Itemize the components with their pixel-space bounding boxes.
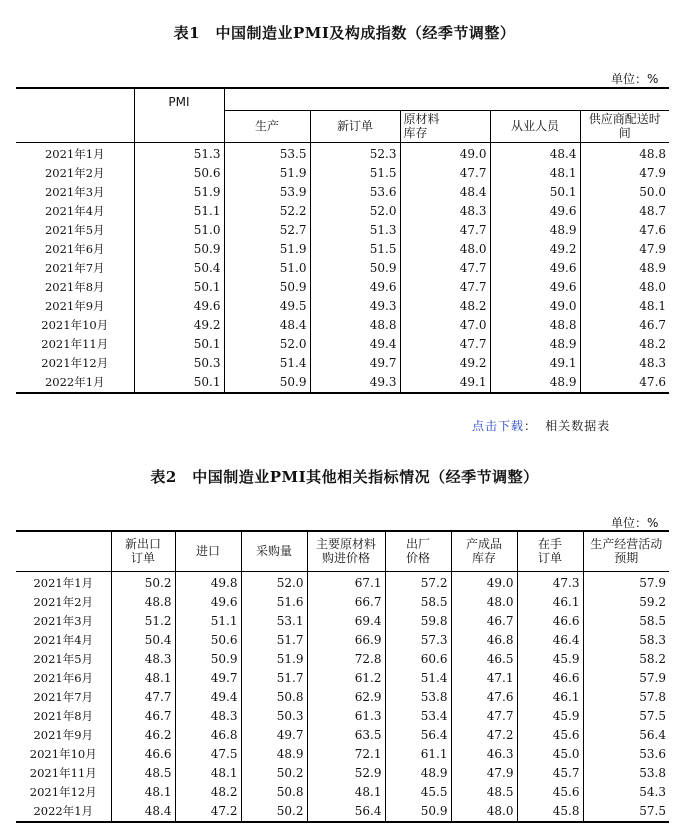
table-row bbox=[16, 221, 669, 240]
cell-value: 61.3 bbox=[307, 707, 385, 726]
cell-value: 52.7 bbox=[224, 221, 310, 240]
cell-value: 48.0 bbox=[580, 278, 669, 297]
cell-value: 51.0 bbox=[224, 259, 310, 278]
table2-title: 表2 中国制造业PMI其他相关指标情况（经季节调整） bbox=[150, 468, 539, 486]
row-month: 2021年11月 bbox=[16, 335, 134, 354]
cell-value: 48.1 bbox=[490, 164, 580, 183]
cell-value: 50.9 bbox=[134, 240, 224, 259]
cell-value: 52.0 bbox=[241, 571, 307, 593]
cell-value: 46.6 bbox=[111, 745, 175, 764]
cell-value: 57.9 bbox=[583, 669, 669, 688]
row-month: 2021年5月 bbox=[16, 221, 134, 240]
cell-value: 47.7 bbox=[400, 221, 490, 240]
cell-value: 53.9 bbox=[224, 183, 310, 202]
table-row bbox=[16, 593, 669, 612]
cell-value: 50.9 bbox=[310, 259, 400, 278]
cell-value: 51.4 bbox=[385, 669, 451, 688]
cell-value: 49.2 bbox=[490, 240, 580, 259]
cell-value: 59.8 bbox=[385, 612, 451, 631]
table-row bbox=[16, 297, 669, 316]
cell-value: 50.9 bbox=[224, 373, 310, 393]
cell-value: 47.7 bbox=[400, 335, 490, 354]
cell-value: 49.1 bbox=[400, 373, 490, 393]
cell-value: 49.2 bbox=[400, 354, 490, 373]
table-row bbox=[16, 802, 669, 822]
cell-value: 47.7 bbox=[400, 278, 490, 297]
cell-value: 58.5 bbox=[385, 593, 451, 612]
cell-value: 48.0 bbox=[451, 802, 517, 822]
cell-value: 48.9 bbox=[580, 259, 669, 278]
cell-value: 45.5 bbox=[385, 783, 451, 802]
cell-value: 47.7 bbox=[400, 164, 490, 183]
table-row bbox=[16, 240, 669, 259]
cell-value: 50.1 bbox=[490, 183, 580, 202]
cell-value: 54.3 bbox=[583, 783, 669, 802]
cell-value: 48.1 bbox=[175, 764, 241, 783]
cell-value: 61.1 bbox=[385, 745, 451, 764]
table-row bbox=[16, 631, 669, 650]
cell-value: 51.3 bbox=[134, 142, 224, 164]
table-row bbox=[16, 278, 669, 297]
cell-value: 48.9 bbox=[490, 373, 580, 393]
cell-value: 59.2 bbox=[583, 593, 669, 612]
cell-value: 57.5 bbox=[583, 707, 669, 726]
cell-value: 48.3 bbox=[400, 202, 490, 221]
cell-value: 51.6 bbox=[241, 593, 307, 612]
table-row bbox=[16, 571, 669, 593]
cell-value: 57.8 bbox=[583, 688, 669, 707]
cell-value: 49.6 bbox=[310, 278, 400, 297]
cell-value: 51.9 bbox=[224, 240, 310, 259]
cell-value: 51.0 bbox=[134, 221, 224, 240]
cell-value: 48.1 bbox=[111, 669, 175, 688]
cell-value: 46.7 bbox=[451, 612, 517, 631]
cell-value: 62.9 bbox=[307, 688, 385, 707]
cell-value: 47.6 bbox=[580, 221, 669, 240]
cell-value: 53.8 bbox=[583, 764, 669, 783]
row-month: 2021年10月 bbox=[16, 745, 111, 764]
table2-header: 采购量 bbox=[241, 531, 307, 571]
table2-header: 进口 bbox=[175, 531, 241, 571]
cell-value: 48.1 bbox=[580, 297, 669, 316]
cell-value: 47.7 bbox=[451, 707, 517, 726]
row-month: 2021年4月 bbox=[16, 631, 111, 650]
table2-header: 生产经营活动 预期 bbox=[583, 531, 669, 571]
pmi-other-indicators-table bbox=[16, 530, 669, 823]
cell-value: 46.8 bbox=[451, 631, 517, 650]
cell-value: 67.1 bbox=[307, 571, 385, 593]
cell-value: 57.9 bbox=[583, 571, 669, 593]
header-new-orders: 新订单 bbox=[310, 110, 400, 142]
cell-value: 49.5 bbox=[224, 297, 310, 316]
cell-value: 50.9 bbox=[224, 278, 310, 297]
cell-value: 50.4 bbox=[134, 259, 224, 278]
header-pmi: PMI bbox=[134, 88, 224, 142]
table-row bbox=[16, 202, 669, 221]
row-month: 2021年12月 bbox=[16, 783, 111, 802]
cell-value: 49.6 bbox=[490, 278, 580, 297]
cell-value: 46.3 bbox=[451, 745, 517, 764]
cell-value: 51.9 bbox=[134, 183, 224, 202]
table2-corner-header bbox=[16, 531, 111, 571]
cell-value: 48.8 bbox=[580, 142, 669, 164]
table1-unit: 单位：% bbox=[611, 72, 659, 86]
cell-value: 50.1 bbox=[134, 278, 224, 297]
row-month: 2022年1月 bbox=[16, 802, 111, 822]
table-row bbox=[16, 726, 669, 745]
cell-value: 52.2 bbox=[224, 202, 310, 221]
table1-corner-header bbox=[16, 88, 134, 142]
row-month: 2021年11月 bbox=[16, 764, 111, 783]
cell-value: 48.3 bbox=[175, 707, 241, 726]
cell-value: 47.7 bbox=[111, 688, 175, 707]
cell-value: 49.6 bbox=[175, 593, 241, 612]
cell-value: 47.2 bbox=[451, 726, 517, 745]
cell-value: 47.9 bbox=[451, 764, 517, 783]
cell-value: 50.6 bbox=[175, 631, 241, 650]
cell-value: 49.2 bbox=[134, 316, 224, 335]
cell-value: 49.3 bbox=[310, 297, 400, 316]
cell-value: 46.1 bbox=[517, 593, 583, 612]
cell-value: 48.9 bbox=[490, 335, 580, 354]
cell-value: 49.0 bbox=[451, 571, 517, 593]
cell-value: 53.4 bbox=[385, 707, 451, 726]
table-row bbox=[16, 745, 669, 764]
cell-value: 48.4 bbox=[490, 142, 580, 164]
row-month: 2021年3月 bbox=[16, 183, 134, 202]
cell-value: 50.6 bbox=[134, 164, 224, 183]
cell-value: 49.6 bbox=[490, 202, 580, 221]
cell-value: 47.2 bbox=[175, 802, 241, 822]
cell-value: 52.0 bbox=[224, 335, 310, 354]
table2-header: 在手 订单 bbox=[517, 531, 583, 571]
row-month: 2021年7月 bbox=[16, 688, 111, 707]
cell-value: 48.0 bbox=[451, 593, 517, 612]
cell-value: 46.6 bbox=[517, 612, 583, 631]
table-row bbox=[16, 183, 669, 202]
cell-value: 46.7 bbox=[111, 707, 175, 726]
cell-value: 51.9 bbox=[241, 650, 307, 669]
header-employment: 从业人员 bbox=[490, 110, 580, 142]
cell-value: 45.9 bbox=[517, 650, 583, 669]
table2-header: 产成品 库存 bbox=[451, 531, 517, 571]
cell-value: 66.9 bbox=[307, 631, 385, 650]
cell-value: 48.8 bbox=[490, 316, 580, 335]
table-row bbox=[16, 164, 669, 183]
cell-value: 58.3 bbox=[583, 631, 669, 650]
cell-value: 49.7 bbox=[175, 669, 241, 688]
row-month: 2021年8月 bbox=[16, 707, 111, 726]
cell-value: 47.6 bbox=[451, 688, 517, 707]
cell-value: 57.2 bbox=[385, 571, 451, 593]
cell-value: 50.9 bbox=[385, 802, 451, 822]
table-row bbox=[16, 354, 669, 373]
cell-value: 48.4 bbox=[224, 316, 310, 335]
cell-value: 49.7 bbox=[241, 726, 307, 745]
pmi-composition-table bbox=[16, 87, 669, 394]
table-row bbox=[16, 707, 669, 726]
cell-value: 45.6 bbox=[517, 783, 583, 802]
cell-value: 51.1 bbox=[175, 612, 241, 631]
row-month: 2021年8月 bbox=[16, 278, 134, 297]
cell-value: 46.5 bbox=[451, 650, 517, 669]
cell-value: 50.8 bbox=[241, 783, 307, 802]
cell-value: 46.4 bbox=[517, 631, 583, 650]
cell-value: 47.9 bbox=[580, 164, 669, 183]
row-month: 2021年4月 bbox=[16, 202, 134, 221]
cell-value: 48.3 bbox=[580, 354, 669, 373]
row-month: 2021年10月 bbox=[16, 316, 134, 335]
cell-value: 47.1 bbox=[451, 669, 517, 688]
cell-value: 45.8 bbox=[517, 802, 583, 822]
table-row bbox=[16, 764, 669, 783]
cell-value: 48.3 bbox=[111, 650, 175, 669]
cell-value: 52.9 bbox=[307, 764, 385, 783]
table-row bbox=[16, 373, 669, 393]
row-month: 2021年1月 bbox=[16, 142, 134, 164]
cell-value: 50.2 bbox=[241, 802, 307, 822]
cell-value: 51.5 bbox=[310, 240, 400, 259]
header-spacer bbox=[224, 88, 669, 110]
table-row bbox=[16, 783, 669, 802]
cell-value: 57.5 bbox=[583, 802, 669, 822]
cell-value: 49.4 bbox=[175, 688, 241, 707]
cell-value: 48.8 bbox=[310, 316, 400, 335]
cell-value: 46.7 bbox=[580, 316, 669, 335]
cell-value: 48.2 bbox=[580, 335, 669, 354]
cell-value: 49.0 bbox=[400, 142, 490, 164]
row-month: 2021年2月 bbox=[16, 593, 111, 612]
cell-value: 51.5 bbox=[310, 164, 400, 183]
cell-value: 53.1 bbox=[241, 612, 307, 631]
cell-value: 48.7 bbox=[580, 202, 669, 221]
row-month: 2021年9月 bbox=[16, 297, 134, 316]
cell-value: 46.1 bbox=[517, 688, 583, 707]
download-link[interactable]: 点击下载 bbox=[472, 419, 525, 433]
cell-value: 48.2 bbox=[175, 783, 241, 802]
cell-value: 45.0 bbox=[517, 745, 583, 764]
table-row bbox=[16, 142, 669, 164]
table-row bbox=[16, 316, 669, 335]
header-production: 生产 bbox=[224, 110, 310, 142]
cell-value: 53.6 bbox=[583, 745, 669, 764]
cell-value: 56.4 bbox=[307, 802, 385, 822]
table2-header: 主要原材料 购进价格 bbox=[307, 531, 385, 571]
cell-value: 56.4 bbox=[385, 726, 451, 745]
cell-value: 48.9 bbox=[385, 764, 451, 783]
table-row bbox=[16, 688, 669, 707]
cell-value: 51.9 bbox=[224, 164, 310, 183]
cell-value: 48.4 bbox=[400, 183, 490, 202]
cell-value: 61.2 bbox=[307, 669, 385, 688]
cell-value: 46.2 bbox=[111, 726, 175, 745]
cell-value: 53.8 bbox=[385, 688, 451, 707]
cell-value: 45.7 bbox=[517, 764, 583, 783]
cell-value: 49.3 bbox=[310, 373, 400, 393]
cell-value: 56.4 bbox=[583, 726, 669, 745]
row-month: 2021年5月 bbox=[16, 650, 111, 669]
cell-value: 72.8 bbox=[307, 650, 385, 669]
cell-value: 48.1 bbox=[111, 783, 175, 802]
cell-value: 53.5 bbox=[224, 142, 310, 164]
cell-value: 50.9 bbox=[175, 650, 241, 669]
row-month: 2021年6月 bbox=[16, 669, 111, 688]
cell-value: 48.5 bbox=[111, 764, 175, 783]
cell-value: 50.8 bbox=[241, 688, 307, 707]
row-month: 2021年12月 bbox=[16, 354, 134, 373]
cell-value: 58.2 bbox=[583, 650, 669, 669]
row-month: 2021年1月 bbox=[16, 571, 111, 593]
cell-value: 50.1 bbox=[134, 373, 224, 393]
header-delivery-time: 供应商配送时 间 bbox=[580, 110, 669, 142]
cell-value: 49.6 bbox=[490, 259, 580, 278]
cell-value: 51.7 bbox=[241, 669, 307, 688]
table2-unit: 单位：% bbox=[611, 516, 659, 530]
cell-value: 48.9 bbox=[241, 745, 307, 764]
table-row bbox=[16, 259, 669, 278]
cell-value: 49.6 bbox=[134, 297, 224, 316]
cell-value: 48.2 bbox=[400, 297, 490, 316]
table2-header: 新出口 订单 bbox=[111, 531, 175, 571]
cell-value: 49.0 bbox=[490, 297, 580, 316]
cell-value: 63.5 bbox=[307, 726, 385, 745]
row-month: 2022年1月 bbox=[16, 373, 134, 393]
row-month: 2021年9月 bbox=[16, 726, 111, 745]
cell-value: 49.8 bbox=[175, 571, 241, 593]
cell-value: 49.1 bbox=[490, 354, 580, 373]
cell-value: 72.1 bbox=[307, 745, 385, 764]
cell-value: 49.7 bbox=[310, 354, 400, 373]
table-row bbox=[16, 669, 669, 688]
cell-value: 48.5 bbox=[451, 783, 517, 802]
cell-value: 53.6 bbox=[310, 183, 400, 202]
cell-value: 46.6 bbox=[517, 669, 583, 688]
cell-value: 66.7 bbox=[307, 593, 385, 612]
row-month: 2021年6月 bbox=[16, 240, 134, 259]
download-text: 相关数据表 bbox=[545, 419, 611, 433]
cell-value: 50.0 bbox=[580, 183, 669, 202]
cell-value: 51.7 bbox=[241, 631, 307, 650]
cell-value: 51.4 bbox=[224, 354, 310, 373]
cell-value: 47.7 bbox=[400, 259, 490, 278]
cell-value: 47.6 bbox=[580, 373, 669, 393]
cell-value: 47.5 bbox=[175, 745, 241, 764]
cell-value: 51.1 bbox=[134, 202, 224, 221]
table-row bbox=[16, 650, 669, 669]
row-month: 2021年2月 bbox=[16, 164, 134, 183]
cell-value: 50.3 bbox=[241, 707, 307, 726]
cell-value: 57.3 bbox=[385, 631, 451, 650]
cell-value: 48.8 bbox=[111, 593, 175, 612]
cell-value: 46.8 bbox=[175, 726, 241, 745]
cell-value: 51.3 bbox=[310, 221, 400, 240]
header-raw-inventory: 原材料 库存 bbox=[400, 110, 490, 142]
table-row bbox=[16, 335, 669, 354]
cell-value: 50.3 bbox=[134, 354, 224, 373]
cell-value: 47.3 bbox=[517, 571, 583, 593]
cell-value: 51.2 bbox=[111, 612, 175, 631]
cell-value: 48.9 bbox=[490, 221, 580, 240]
cell-value: 50.2 bbox=[111, 571, 175, 593]
download-line: 点击下载： 相关数据表 bbox=[472, 419, 611, 433]
cell-value: 60.6 bbox=[385, 650, 451, 669]
table-row bbox=[16, 612, 669, 631]
cell-value: 48.4 bbox=[111, 802, 175, 822]
cell-value: 50.2 bbox=[241, 764, 307, 783]
cell-value: 45.9 bbox=[517, 707, 583, 726]
cell-value: 45.6 bbox=[517, 726, 583, 745]
cell-value: 69.4 bbox=[307, 612, 385, 631]
cell-value: 47.9 bbox=[580, 240, 669, 259]
row-month: 2021年3月 bbox=[16, 612, 111, 631]
cell-value: 52.3 bbox=[310, 142, 400, 164]
cell-value: 58.5 bbox=[583, 612, 669, 631]
cell-value: 50.4 bbox=[111, 631, 175, 650]
cell-value: 52.0 bbox=[310, 202, 400, 221]
table2-header: 出厂 价格 bbox=[385, 531, 451, 571]
row-month: 2021年7月 bbox=[16, 259, 134, 278]
cell-value: 49.4 bbox=[310, 335, 400, 354]
cell-value: 50.1 bbox=[134, 335, 224, 354]
cell-value: 47.0 bbox=[400, 316, 490, 335]
cell-value: 48.1 bbox=[307, 783, 385, 802]
cell-value: 48.0 bbox=[400, 240, 490, 259]
table1-title: 表1 中国制造业PMI及构成指数（经季节调整） bbox=[173, 24, 516, 42]
